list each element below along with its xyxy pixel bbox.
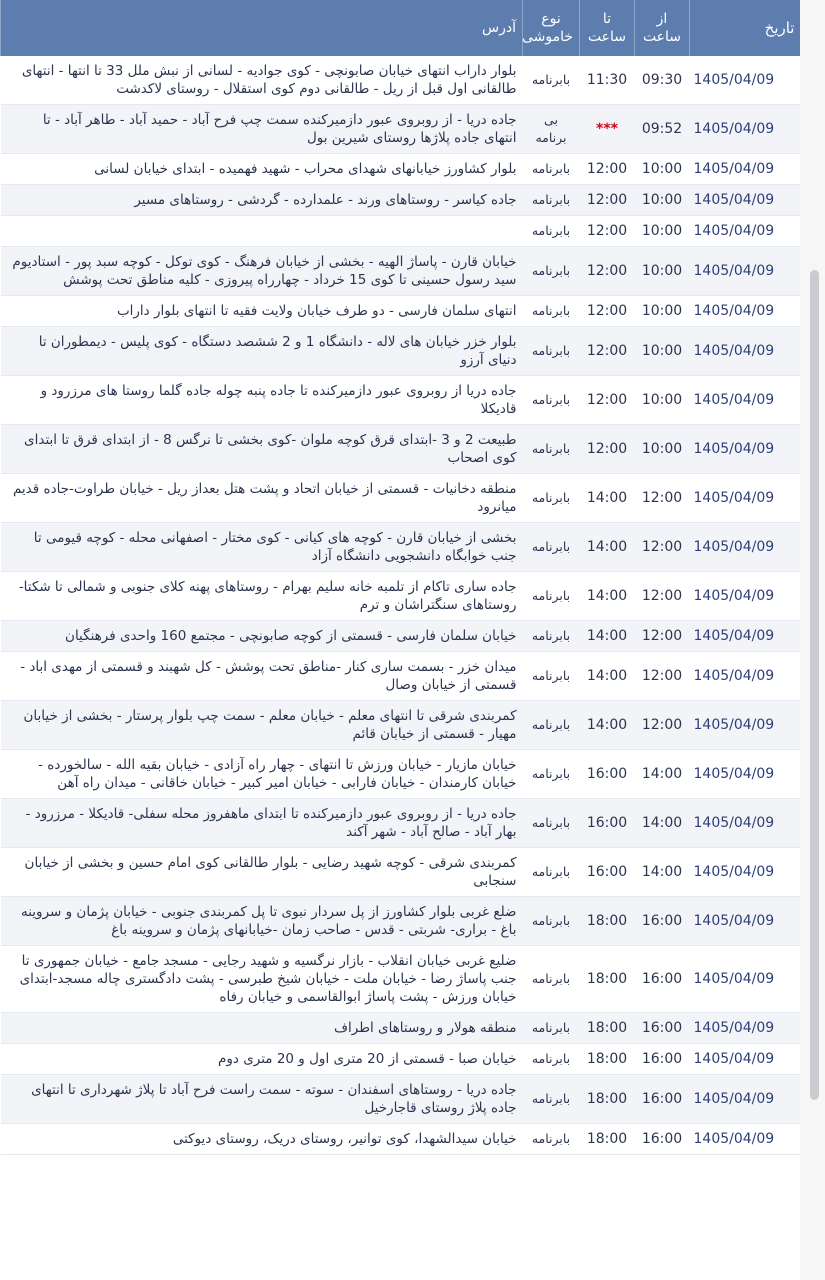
cell-outage-type: بابرنامه	[523, 848, 580, 897]
cell-from-time: 16:00	[635, 1013, 690, 1044]
table-row	[1, 701, 801, 750]
table-row	[1, 216, 801, 247]
table-row	[1, 247, 801, 296]
cell-to-time: 12:00	[580, 296, 635, 327]
table-row	[1, 105, 801, 154]
cell-from-time: 12:00	[635, 621, 690, 652]
cell-from-time: 14:00	[635, 848, 690, 897]
table-body	[1, 56, 801, 1155]
cell-from-time: 16:00	[635, 1124, 690, 1155]
cell-date: 1405/04/09	[690, 652, 801, 701]
cell-outage-type: بابرنامه	[523, 750, 580, 799]
cell-outage-type: بابرنامه	[523, 296, 580, 327]
cell-to-time: 12:00	[580, 154, 635, 185]
cell-address: منطقه دخانیات - قسمتی از خیابان اتحاد و پشت هتل بعداز ریل - خیابان طراوت-جاده قدیم میانرود	[1, 474, 523, 523]
cell-outage-type: بابرنامه	[523, 1013, 580, 1044]
cell-outage-type: بابرنامه	[523, 572, 580, 621]
cell-date: 1405/04/09	[690, 425, 801, 474]
cell-from-time: 12:00	[635, 701, 690, 750]
cell-address: جاده دریا از روبروی عبور دازمیرکنده تا جاده پنبه چوله جاده گلما روستا های مرزرود و قادیکلا	[1, 376, 523, 425]
cell-date: 1405/04/09	[690, 1013, 801, 1044]
table-row	[1, 327, 801, 376]
cell-address: خیابان قارن - پاساژ الهیه - بخشی از خیابان فرهنگ - کوی توکل - کوچه سبد پور - استادیوم سید رسول حسینی تا کوی 15 خرداد - چهارراه پیروزی - کلیه مناطق تحت پوشش	[1, 247, 523, 296]
cell-to-time: 14:00	[580, 474, 635, 523]
cell-address: کمربندی شرقی - کوچه شهید رضایی - بلوار طالقانی کوی امام حسین و بخشی از خیابان سنجابی	[1, 848, 523, 897]
cell-to-time: ***	[580, 105, 635, 154]
cell-from-time: 10:00	[635, 247, 690, 296]
cell-outage-type: بابرنامه	[523, 946, 580, 1013]
cell-address: جاده دریا - از روبروی عبور دازمیرکنده سمت چپ فرح آباد - حمید آباد - طاهر آباد - تا انتهای جاده پلاژها روستای شیرین بول	[1, 105, 523, 154]
cell-outage-type: بابرنامه	[523, 621, 580, 652]
header-date[interactable]: تاریخ	[690, 0, 801, 56]
cell-from-time: 10:00	[635, 327, 690, 376]
cell-to-time: 18:00	[580, 1013, 635, 1044]
cell-date: 1405/04/09	[690, 1044, 801, 1075]
cell-outage-type: بابرنامه	[523, 474, 580, 523]
header-outage-type[interactable]: نوع خاموشی	[523, 0, 580, 56]
cell-date: 1405/04/09	[690, 154, 801, 185]
header-address[interactable]: آدرس	[1, 0, 523, 56]
table-row	[1, 1124, 801, 1155]
cell-from-time: 09:52	[635, 105, 690, 154]
cell-date: 1405/04/09	[690, 185, 801, 216]
cell-to-time: 12:00	[580, 425, 635, 474]
cell-from-time: 12:00	[635, 652, 690, 701]
cell-from-time: 16:00	[635, 897, 690, 946]
table-row	[1, 523, 801, 572]
cell-date: 1405/04/09	[690, 897, 801, 946]
page-scrollbar[interactable]	[800, 0, 825, 1280]
scrollbar-thumb[interactable]	[810, 270, 819, 1100]
cell-date: 1405/04/09	[690, 523, 801, 572]
cell-outage-type: بابرنامه	[523, 154, 580, 185]
table-row	[1, 652, 801, 701]
cell-date: 1405/04/09	[690, 799, 801, 848]
table-row	[1, 848, 801, 897]
table-row	[1, 185, 801, 216]
cell-to-time: 12:00	[580, 247, 635, 296]
cell-address: منطقه هولار و روستاهای اطراف	[1, 1013, 523, 1044]
cell-outage-type: بابرنامه	[523, 216, 580, 247]
table-row	[1, 376, 801, 425]
cell-to-time: 18:00	[580, 897, 635, 946]
cell-to-time: 16:00	[580, 750, 635, 799]
cell-address: ضلع غربی بلوار کشاورز از پل سردار نبوی تا پل کمربندی جنوبی - خیابان پژمان و سروینه باغ - براری- شربتی - قدس - صاحب زمان -خیابانهای پژمان و سروینه باغ	[1, 897, 523, 946]
cell-date: 1405/04/09	[690, 701, 801, 750]
cell-outage-type: بابرنامه	[523, 652, 580, 701]
cell-to-time: 18:00	[580, 1124, 635, 1155]
header-to-time[interactable]: تا ساعت	[580, 0, 635, 56]
cell-to-time: 12:00	[580, 376, 635, 425]
table-row	[1, 474, 801, 523]
cell-to-time: 11:30	[580, 56, 635, 105]
cell-date: 1405/04/09	[690, 1124, 801, 1155]
cell-to-time: 14:00	[580, 523, 635, 572]
cell-address: جاده دریا - روستاهای اسفندان - سوته - سمت راست فرح آباد تا پلاژ شهرداری تا انتهای جاده پلاژ روستای قاجارخیل	[1, 1075, 523, 1124]
cell-outage-type: بی برنامه	[523, 105, 580, 154]
cell-address: میدان خزر - بسمت ساری کنار -مناطق تحت پوشش - کل شهبند و قسمتی از مهدی اباد - قسمتی از خیابان وصال	[1, 652, 523, 701]
cell-date: 1405/04/09	[690, 1075, 801, 1124]
cell-outage-type: بابرنامه	[523, 327, 580, 376]
header-from-time[interactable]: از ساعت	[635, 0, 690, 56]
table-row	[1, 621, 801, 652]
cell-outage-type: بابرنامه	[523, 799, 580, 848]
cell-date: 1405/04/09	[690, 327, 801, 376]
table-row	[1, 897, 801, 946]
cell-outage-type: بابرنامه	[523, 1044, 580, 1075]
cell-address: جاده دریا - از روبروی عبور دازمیرکنده تا ابتدای ماهفروز محله سفلی- قادیکلا - مرزرود - بهار آباد - صالح آباد - شهر آکند	[1, 799, 523, 848]
table-header-row	[1, 0, 801, 56]
cell-address: کمربندی شرقی تا انتهای معلم - خیابان معلم - سمت چپ بلوار پرستار - بخشی از خیابان مهیار - قسمتی از خیابان قائم	[1, 701, 523, 750]
cell-outage-type: بابرنامه	[523, 701, 580, 750]
cell-date: 1405/04/09	[690, 376, 801, 425]
cell-to-time: 18:00	[580, 1044, 635, 1075]
cell-date: 1405/04/09	[690, 572, 801, 621]
cell-from-time: 10:00	[635, 376, 690, 425]
cell-outage-type: بابرنامه	[523, 56, 580, 105]
cell-date: 1405/04/09	[690, 621, 801, 652]
table-row	[1, 572, 801, 621]
cell-from-time: 12:00	[635, 523, 690, 572]
cell-date: 1405/04/09	[690, 296, 801, 327]
cell-to-time: 14:00	[580, 701, 635, 750]
cell-outage-type: بابرنامه	[523, 1124, 580, 1155]
cell-from-time: 10:00	[635, 425, 690, 474]
table-row	[1, 154, 801, 185]
cell-from-time: 14:00	[635, 799, 690, 848]
cell-outage-type: بابرنامه	[523, 897, 580, 946]
cell-address: جاده کیاسر - روستاهای ورند - علمدارده - گردشی - روستاهای مسیر	[1, 185, 523, 216]
cell-address: خیابان صبا - قسمتی از 20 متری اول و 20 متری دوم	[1, 1044, 523, 1075]
table-row	[1, 56, 801, 105]
table-row	[1, 296, 801, 327]
cell-from-time: 10:00	[635, 185, 690, 216]
cell-from-time: 14:00	[635, 750, 690, 799]
cell-date: 1405/04/09	[690, 247, 801, 296]
cell-outage-type: بابرنامه	[523, 425, 580, 474]
cell-to-time: 16:00	[580, 848, 635, 897]
cell-outage-type: بابرنامه	[523, 1075, 580, 1124]
table-row	[1, 799, 801, 848]
cell-address: بلوار کشاورز خیابانهای شهدای محراب - شهید فهمیده - ابتدای خیابان لسانی	[1, 154, 523, 185]
cell-outage-type: بابرنامه	[523, 523, 580, 572]
cell-from-time: 12:00	[635, 572, 690, 621]
cell-from-time: 09:30	[635, 56, 690, 105]
cell-address	[1, 216, 523, 247]
cell-from-time: 10:00	[635, 154, 690, 185]
cell-from-time: 12:00	[635, 474, 690, 523]
cell-to-time: 12:00	[580, 327, 635, 376]
table-row	[1, 1013, 801, 1044]
cell-from-time: 16:00	[635, 1044, 690, 1075]
cell-to-time: 18:00	[580, 946, 635, 1013]
cell-outage-type: بابرنامه	[523, 247, 580, 296]
cell-address: خیابان مازیار - خیابان ورزش تا انتهای - چهار راه آزادی - خیابان بقیه الله - سالخورده - خیابان کارمندان - خیابان فارابی - خیابان امیر کبیر - خیابان خاقانی - میدان راه آهن	[1, 750, 523, 799]
cell-address: ضلیع غربی خیابان انقلاب - بازار نرگسیه و شهید رجایی - مسجد جامع - خیابان جمهوری تا جنب پاساژ رضا - خیابان ملت - خیابان شیخ طبرسی - پشت دادگستری چاله مسجد-ابتدای خیابان ورزش - پشت پاساژ ابوالقاسمی و خیابان رفاه	[1, 946, 523, 1013]
cell-outage-type: بابرنامه	[523, 376, 580, 425]
cell-outage-type: بابرنامه	[523, 185, 580, 216]
cell-from-time: 10:00	[635, 296, 690, 327]
table-row	[1, 425, 801, 474]
cell-date: 1405/04/09	[690, 56, 801, 105]
table-row	[1, 946, 801, 1013]
cell-address: بخشی از خیابان قارن - کوچه های کیانی - کوی مختار - اصفهانی محله - کوچه قیومی تا جنب خوابگاه دانشجویی دانشگاه آزاد	[1, 523, 523, 572]
table-row	[1, 1075, 801, 1124]
cell-address: خیابان سیدالشهدا، کوی توانیر، روستای دریک، روستای دیوکتی	[1, 1124, 523, 1155]
cell-to-time: 16:00	[580, 799, 635, 848]
cell-address: بلوار داراب انتهای خیابان صابونچی - کوی جوادیه - لسانی از نبش ملل 33 تا انتها - انتهای طالقانی اول قبل از ریل - طالقانی دوم کوی استقلال - روستای لاکدشت	[1, 56, 523, 105]
cell-to-time: 12:00	[580, 185, 635, 216]
cell-date: 1405/04/09	[690, 105, 801, 154]
cell-address: خیابان سلمان فارسی - قسمتی از کوچه صابونچی - مجتمع 160 واحدی فرهنگیان	[1, 621, 523, 652]
cell-date: 1405/04/09	[690, 750, 801, 799]
cell-address: جاده ساری تاکام از تلمبه خانه سلیم بهرام - روستاهای پهنه کلای جنوبی و شمالی تا شکتا- روستاهای سنگتراشان و ترم	[1, 572, 523, 621]
cell-date: 1405/04/09	[690, 848, 801, 897]
cell-date: 1405/04/09	[690, 216, 801, 247]
cell-address: انتهای سلمان فارسی - دو طرف خیابان ولایت فقیه تا انتهای بلوار داراب	[1, 296, 523, 327]
table-row	[1, 1044, 801, 1075]
cell-to-time: 18:00	[580, 1075, 635, 1124]
cell-date: 1405/04/09	[690, 946, 801, 1013]
cell-date: 1405/04/09	[690, 474, 801, 523]
cell-address: طبیعت 2 و 3 -ابتدای قرق کوچه ملوان -کوی بخشی تا نرگس 8 - از ابتدای قرق تا ابتدای کوی اصحاب	[1, 425, 523, 474]
cell-to-time: 14:00	[580, 572, 635, 621]
cell-from-time: 16:00	[635, 946, 690, 1013]
cell-to-time: 14:00	[580, 652, 635, 701]
cell-from-time: 10:00	[635, 216, 690, 247]
cell-address: بلوار خزر خیابان های لاله - دانشگاه 1 و 2 ششصد دستگاه - کوی پلیس - دیمطوران تا دنیای آرزو	[1, 327, 523, 376]
cell-to-time: 12:00	[580, 216, 635, 247]
table-row	[1, 750, 801, 799]
cell-to-time: 14:00	[580, 621, 635, 652]
cell-from-time: 16:00	[635, 1075, 690, 1124]
